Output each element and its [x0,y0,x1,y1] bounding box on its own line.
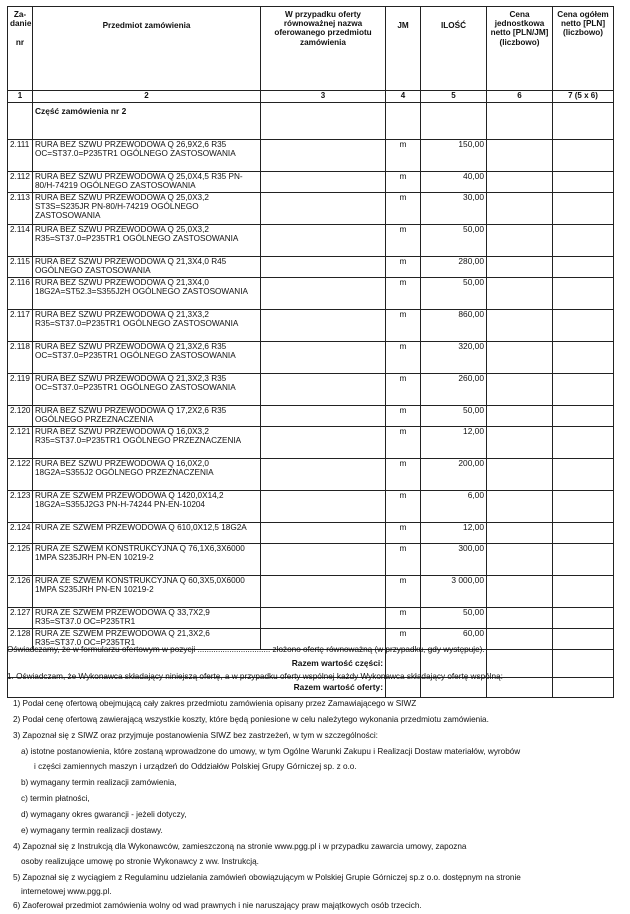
unit-price-cell[interactable] [487,608,553,629]
item-description: RURA BEZ SZWU PRZEWODOWA Q 26,9X2,6 R35 OC=ST37.0=P235TR1 OGÓLNEGO ZASTOSOWANIA [33,140,261,172]
empty-cell [386,103,421,140]
unit-price-cell[interactable] [487,140,553,172]
item-description: RURA BEZ SZWU PRZEWODOWA Q 16,0X2,0 18G2A=S355J2 OGÓLNEGO PRZEZNACZENIA [33,459,261,491]
item-rows [8,140,614,650]
total-price-cell[interactable] [553,257,614,278]
total-price-cell[interactable] [553,491,614,523]
declaration-subitem: i części zamiennych maszyn i urządzeń do Oddziałów Polskiej Grupy Górniczej sp. z o.o. [34,762,357,771]
unit-price-cell[interactable] [487,310,553,342]
item-number: 2.114 [8,225,33,257]
total-price-cell[interactable] [553,544,614,576]
equivalent-name-cell[interactable] [261,459,386,491]
table-row [8,427,614,459]
column-number: 3 [261,91,386,103]
declaration-item-continuation: osoby realizujące umowę po stronie Wykonawcy z ww. Instrukcją. [21,857,259,866]
empty-cell [421,103,487,140]
total-price-cell[interactable] [553,342,614,374]
unit-price-cell[interactable] [487,406,553,427]
item-number: 2.120 [8,406,33,427]
unit-price-cell[interactable] [487,342,553,374]
sum-offer-value[interactable] [553,678,614,698]
item-description: RURA BEZ SZWU PRZEWODOWA Q 21,3X4,0 R45 OGÓLNEGO ZASTOSOWANIA [33,257,261,278]
unit-price-cell[interactable] [487,576,553,608]
item-number: 2.123 [8,491,33,523]
item-number: 2.121 [8,427,33,459]
item-description: RURA BEZ SZWU PRZEWODOWA Q 25,0X4,5 R35 PN-80/H-74219 OGÓLNEGO ZASTOSOWANIA [33,172,261,193]
equivalent-name-cell[interactable] [261,225,386,257]
item-unit: m [386,544,421,576]
table-row [8,172,614,193]
equivalent-name-cell[interactable] [261,257,386,278]
equivalent-offer-statement: Oświadczamy, że w formularzu ofertowym w pozycji ................................ złożono ofertę równoważną (w przypadku, gdy występuje). [7,645,485,654]
item-number: 2.124 [8,523,33,544]
equivalent-name-cell[interactable] [261,608,386,629]
total-price-cell[interactable] [553,576,614,608]
total-price-cell[interactable] [553,140,614,172]
total-price-cell[interactable] [553,172,614,193]
equivalent-name-cell[interactable] [261,278,386,310]
empty-cell [8,103,33,140]
header-unit-price: Cena jednostkowa netto [PLN/JM] (liczbowo) [487,7,553,91]
item-unit: m [386,374,421,406]
total-price-cell[interactable] [553,193,614,225]
item-quantity: 12,00 [421,523,487,544]
equivalent-name-cell[interactable] [261,140,386,172]
header-quantity: ILOŚĆ [421,7,487,91]
declaration-subitem: e) wymagany termin realizacji dostawy. [21,826,163,835]
unit-price-cell[interactable] [487,491,553,523]
table-row [8,544,614,576]
item-unit: m [386,576,421,608]
item-number: 2.126 [8,576,33,608]
table-row [8,576,614,608]
item-description: RURA BEZ SZWU PRZEWODOWA Q 16,0X3,2 R35=ST37.0=P235TR1 OGÓLNEGO PRZEZNACZENIA [33,427,261,459]
item-unit: m [386,140,421,172]
total-price-cell[interactable] [553,406,614,427]
header-equivalent: W przypadku oferty równoważnej nazwa oferowanego przedmiotu zamówienia [261,7,386,91]
column-number: 5 [421,91,487,103]
declaration-item: 5) Zapoznał się z wyciągiem z Regulaminu udzielania zamówień obowiązującym w Polskiej Grupie Górniczej sp.z o.o. dostępnym na stronie [13,873,521,882]
item-quantity: 30,00 [421,193,487,225]
column-number: 6 [487,91,553,103]
item-quantity: 60,00 [421,629,487,650]
declaration-subitem: b) wymagany termin realizacji zamówienia, [21,778,177,787]
unit-price-cell[interactable] [487,257,553,278]
item-unit: m [386,193,421,225]
equivalent-name-cell[interactable] [261,406,386,427]
declaration-item: 3) Zapoznał się z SIWZ oraz przyjmuje postanowienia SIWZ bez zastrzeżeń, w tym w szczególności: [13,731,378,740]
column-number-row [8,91,614,103]
item-unit: m [386,491,421,523]
item-number: 2.117 [8,310,33,342]
table-row [8,374,614,406]
item-description: RURA BEZ SZWU PRZEWODOWA Q 25,0X3,2 R35=ST37.0=P235TR1 OGÓLNEGO ZASTOSOWANIA [33,225,261,257]
total-price-cell[interactable] [553,427,614,459]
equivalent-name-cell[interactable] [261,544,386,576]
unit-price-cell[interactable] [487,278,553,310]
empty-cell [261,103,386,140]
item-quantity: 50,00 [421,278,487,310]
table-row [8,193,614,225]
equivalent-name-cell[interactable] [261,523,386,544]
equivalent-name-cell[interactable] [261,374,386,406]
item-description: RURA ZE SZWEM PRZEWODOWA Q 33,7X2,9 R35=ST37.0 OC=P235TR1 [33,608,261,629]
item-number: 2.116 [8,278,33,310]
item-quantity: 6,00 [421,491,487,523]
item-quantity: 50,00 [421,608,487,629]
declaration-subitem: c) termin płatności, [21,794,90,803]
item-unit: m [386,406,421,427]
item-unit: m [386,278,421,310]
declaration-item: 6) Zaoferował przedmiot zamówienia wolny od wad prawnych i nie naruszający praw majątkowych osób trzecich. [13,901,422,910]
item-unit: m [386,629,421,650]
item-description: RURA BEZ SZWU PRZEWODOWA Q 21,3X2,6 R35 OC=ST37.0=P235TR1 OGÓLNEGO ZASTOSOWANIA [33,342,261,374]
item-description: RURA ZE SZWEM PRZEWODOWA Q 21,3X2,6 R35=ST37.0 OC=P235TR1 [33,629,261,650]
equivalent-name-cell[interactable] [261,491,386,523]
item-description: RURA BEZ SZWU PRZEWODOWA Q 25,0X3,2 ST3S=S235JR PN-80/H-74219 OGÓLNEGO ZASTOSOWANIA [33,193,261,225]
sum-offer-label: Razem wartość oferty: [8,678,386,698]
item-quantity: 150,00 [421,140,487,172]
item-quantity: 260,00 [421,374,487,406]
item-description: RURA ZE SZWEM PRZEWODOWA Q 610,0X12,5 18G2A [33,523,261,544]
declaration-item: 4) Zapoznał się z Instrukcją dla Wykonawców, zamieszczoną na stronie www.pgg.pl i w przypadku zawarcia umowy, zapozna [13,842,467,851]
sum-part-label: Razem wartość części: [8,650,386,678]
column-number: 2 [33,91,261,103]
item-quantity: 300,00 [421,544,487,576]
item-number: 2.113 [8,193,33,225]
item-description: RURA BEZ SZWU PRZEWODOWA Q 21,3X2,3 R35 OC=ST37.0=P235TR1 OGÓLNEGO ZASTOSOWANIA [33,374,261,406]
item-quantity: 50,00 [421,225,487,257]
equivalent-name-cell[interactable] [261,576,386,608]
header-unit: JM [386,7,421,91]
declaration-item: 1) Podał cenę ofertową obejmującą cały zakres przedmiotu zamówienia opisany przez Zamawiającego w SIWZ [13,699,417,708]
item-description: RURA ZE SZWEM PRZEWODOWA Q 1420,0X14,2 18G2A=S355J2G3 PN-H-74244 PN-EN-10204 [33,491,261,523]
unit-price-cell[interactable] [487,225,553,257]
section-title: Część zamówienia nr 2 [33,103,261,140]
empty-cell [487,103,553,140]
table-row [8,342,614,374]
item-number: 2.115 [8,257,33,278]
total-price-cell[interactable] [553,629,614,650]
item-unit: m [386,257,421,278]
item-number: 2.119 [8,374,33,406]
item-number: 2.112 [8,172,33,193]
item-description: RURA BEZ SZWU PRZEWODOWA Q 17,2X2,6 R35 OGÓLNEGO PRZEZNACZENIA [33,406,261,427]
sum-part-value[interactable] [553,650,614,678]
table-row [8,310,614,342]
unit-price-cell[interactable] [487,459,553,491]
total-price-cell[interactable] [553,225,614,257]
item-unit: m [386,523,421,544]
item-description: RURA ZE SZWEM KONSTRUKCYJNA Q 60,3X5,0X6000 1MPA S235JRH PN-EN 10219-2 [33,576,261,608]
item-number: 2.127 [8,608,33,629]
item-number: 2.118 [8,342,33,374]
table-row [8,257,614,278]
unit-price-cell[interactable] [487,374,553,406]
unit-price-cell[interactable] [487,544,553,576]
table-row [8,608,614,629]
item-unit: m [386,427,421,459]
table-row [8,225,614,257]
header-subject: Przedmiot zamówienia [33,7,261,91]
table-row [8,491,614,523]
unit-price-cell[interactable] [487,427,553,459]
table-header-row [8,7,614,91]
item-unit: m [386,459,421,491]
item-quantity: 12,00 [421,427,487,459]
order-table [7,6,614,698]
declaration-intro: 1. Oświadczam, że Wykonawca składający niniejszą ofertę, a w przypadku oferty wspólnej każdy Wykonawca składający ofertę wspólną: [7,672,503,681]
total-price-cell[interactable] [553,523,614,544]
item-number: 2.128 [8,629,33,650]
item-description: RURA BEZ SZWU PRZEWODOWA Q 21,3X4,0 18G2A=ST52.3=S355J2H OGÓLNEGO ZASTOSOWANIA [33,278,261,310]
declaration-item: 2) Podał cenę ofertową zawierającą wszystkie koszty, które będą poniesione w celu należytego wykonania przedmiotu zamówienia. [13,715,489,724]
item-number: 2.125 [8,544,33,576]
table-row [8,278,614,310]
table-row [8,459,614,491]
item-quantity: 50,00 [421,406,487,427]
total-price-cell[interactable] [553,374,614,406]
equivalent-name-cell[interactable] [261,310,386,342]
total-price-cell[interactable] [553,459,614,491]
declaration-item-continuation: internetowej www.pgg.pl. [21,887,112,896]
item-quantity: 860,00 [421,310,487,342]
item-description: RURA BEZ SZWU PRZEWODOWA Q 21,3X3,2 R35=ST37.0=P235TR1 OGÓLNEGO ZASTOSOWANIA [33,310,261,342]
item-unit: m [386,310,421,342]
item-quantity: 280,00 [421,257,487,278]
equivalent-name-cell[interactable] [261,193,386,225]
total-price-cell[interactable] [553,310,614,342]
header-nr: Za- danie nr [8,7,33,91]
empty-cell [553,103,614,140]
header-total-price: Cena ogółem netto [PLN] (liczbowo) [553,7,614,91]
table-row [8,523,614,544]
column-number: 4 [386,91,421,103]
item-description: RURA ZE SZWEM KONSTRUKCYJNA Q 76,1X6,3X6000 1MPA S235JRH PN-EN 10219-2 [33,544,261,576]
item-unit: m [386,342,421,374]
equivalent-name-cell[interactable] [261,427,386,459]
item-quantity: 40,00 [421,172,487,193]
unit-price-cell[interactable] [487,172,553,193]
table-row [8,140,614,172]
item-quantity: 320,00 [421,342,487,374]
column-number: 1 [8,91,33,103]
unit-price-cell[interactable] [487,629,553,650]
unit-price-cell[interactable] [487,193,553,225]
item-number: 2.111 [8,140,33,172]
equivalent-name-cell[interactable] [261,342,386,374]
unit-price-cell[interactable] [487,523,553,544]
declaration-subitem: a) istotne postanowienia, które zostaną wprowadzone do umowy, w tym Ogólne Warunki Zakupu i Realizacji Dostaw materiałów, wyrobów [21,747,521,756]
item-unit: m [386,172,421,193]
item-quantity: 200,00 [421,459,487,491]
column-number: 7 (5 x 6) [553,91,614,103]
table-row [8,406,614,427]
declaration-subitem: d) wymagany okres gwarancji - jeżeli dotyczy, [21,810,187,819]
total-price-cell[interactable] [553,278,614,310]
item-number: 2.122 [8,459,33,491]
section-row [8,103,614,140]
item-unit: m [386,608,421,629]
item-quantity: 3 000,00 [421,576,487,608]
item-unit: m [386,225,421,257]
equivalent-name-cell[interactable] [261,172,386,193]
total-price-cell[interactable] [553,608,614,629]
